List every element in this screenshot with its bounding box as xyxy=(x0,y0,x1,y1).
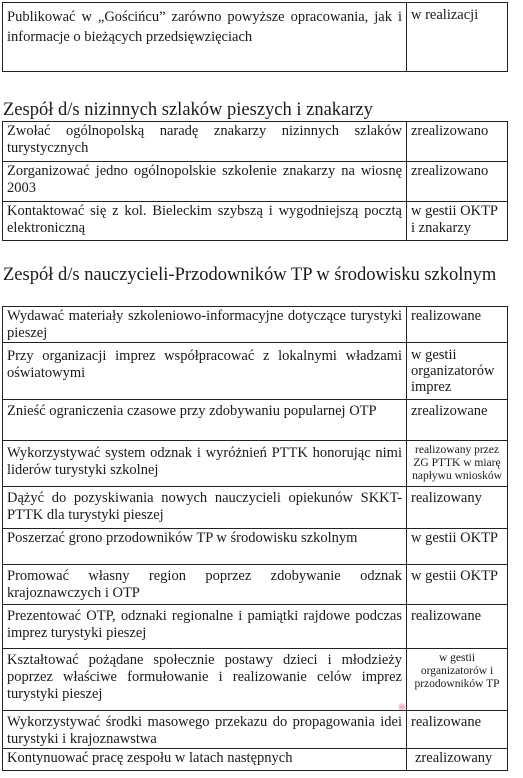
task-cell: Prezentować OTP, odznaki regionalne i pamiątki rajdowe podczas imprez turystyki pieszej xyxy=(3,605,407,649)
status-cell: w gestii OKTP xyxy=(407,529,508,565)
status-cell: zrealizowano xyxy=(407,162,508,202)
table-row xyxy=(3,711,508,749)
task-cell: Znieść ograniczenia czasowe przy zdobywaniu popularnej OTP xyxy=(3,400,407,441)
status-cell: realizowane xyxy=(407,711,508,749)
table-row xyxy=(3,307,508,343)
task-cell: Publikować w „Gościńcu” zarówno powyższe opracowania, jak i informacje o bieżących przedsięwzięciach xyxy=(3,3,407,72)
status-cell: realizowany xyxy=(407,487,508,529)
task-cell: Kontaktować się z kol. Bieleckim szybszą i wygodniejszą pocztą elektroniczną xyxy=(3,202,407,241)
table-row xyxy=(3,343,508,400)
task-cell: Wydawać materiały szkoleniowo-informacyjne dotyczące turystyki pieszej xyxy=(3,307,407,343)
table-row xyxy=(3,565,508,605)
status-cell: realizowany przez ZG PTTK w miarę napływu wniosków xyxy=(407,441,508,487)
table-teachers xyxy=(2,306,508,771)
table-lowland-trails xyxy=(2,121,508,241)
table-row xyxy=(3,162,508,202)
section-heading-lowland-trails: Zespół d/s nizinnych szlaków pieszych i znakarzy xyxy=(3,100,373,120)
task-cell: Zwołać ogólnopolską naradę znakarzy nizinnych szlaków turystycznych xyxy=(3,122,407,162)
table-row xyxy=(3,749,508,771)
status-cell: w gestii organizatorów i przodowników TP xyxy=(407,649,508,711)
task-cell: Promować własny region poprzez zdobywanie odznak krajoznawczych i OTP xyxy=(3,565,407,605)
task-cell: Przy organizacji imprez współpracować z lokalnymi władzami oświatowymi xyxy=(3,343,407,400)
task-cell: Zorganizować jedno ogólnopolskie szkolenie znakarzy na wiosnę 2003 xyxy=(3,162,407,202)
status-cell: w gestii organizatorów imprez xyxy=(407,343,508,400)
task-cell: Kontynuować pracę zespołu w latach następnych xyxy=(3,749,407,771)
status-cell: w gestii OKTP xyxy=(407,565,508,605)
status-cell: realizowane xyxy=(407,307,508,343)
status-cell: w realizacji xyxy=(407,3,508,72)
section-heading-teachers: Zespół d/s nauczycieli-Przodowników TP w środowisku szkolnym xyxy=(3,265,497,285)
table-row xyxy=(3,605,508,649)
status-cell: w gestii OKTP i znakarzy xyxy=(407,202,508,241)
ink-stain xyxy=(398,703,406,711)
table-row xyxy=(3,529,508,565)
status-cell: zrealizowany xyxy=(407,749,508,771)
status-cell: zrealizowane xyxy=(407,400,508,441)
table-row xyxy=(3,202,508,241)
task-cell: Dążyć do pozyskiwania nowych nauczycieli opiekunów SKKT-PTTK dla turystyki pieszej xyxy=(3,487,407,529)
status-cell: zrealizowano xyxy=(407,122,508,162)
table-row xyxy=(3,487,508,529)
table-row xyxy=(3,3,508,72)
task-cell: Kształtować pożądane społecznie postawy dzieci i młodzieży poprzez właściwe formułowanie i realizowanie celów imprez turystyki pieszej xyxy=(3,649,407,711)
task-cell: Poszerzać grono przodowników TP w środowisku szkolnym xyxy=(3,529,407,565)
table-row xyxy=(3,649,508,711)
task-cell: Wykorzystywać system odznak i wyróżnień PTTK honorując nimi liderów turystyki szkolnej xyxy=(3,441,407,487)
table-row xyxy=(3,400,508,441)
table-row xyxy=(3,122,508,162)
status-cell: realizowane xyxy=(407,605,508,649)
task-cell: Wykorzystywać środki masowego przekazu do propagowania idei turystyki i krajoznawstwa xyxy=(3,711,407,749)
table-gosciniec xyxy=(2,2,508,72)
table-row xyxy=(3,441,508,487)
